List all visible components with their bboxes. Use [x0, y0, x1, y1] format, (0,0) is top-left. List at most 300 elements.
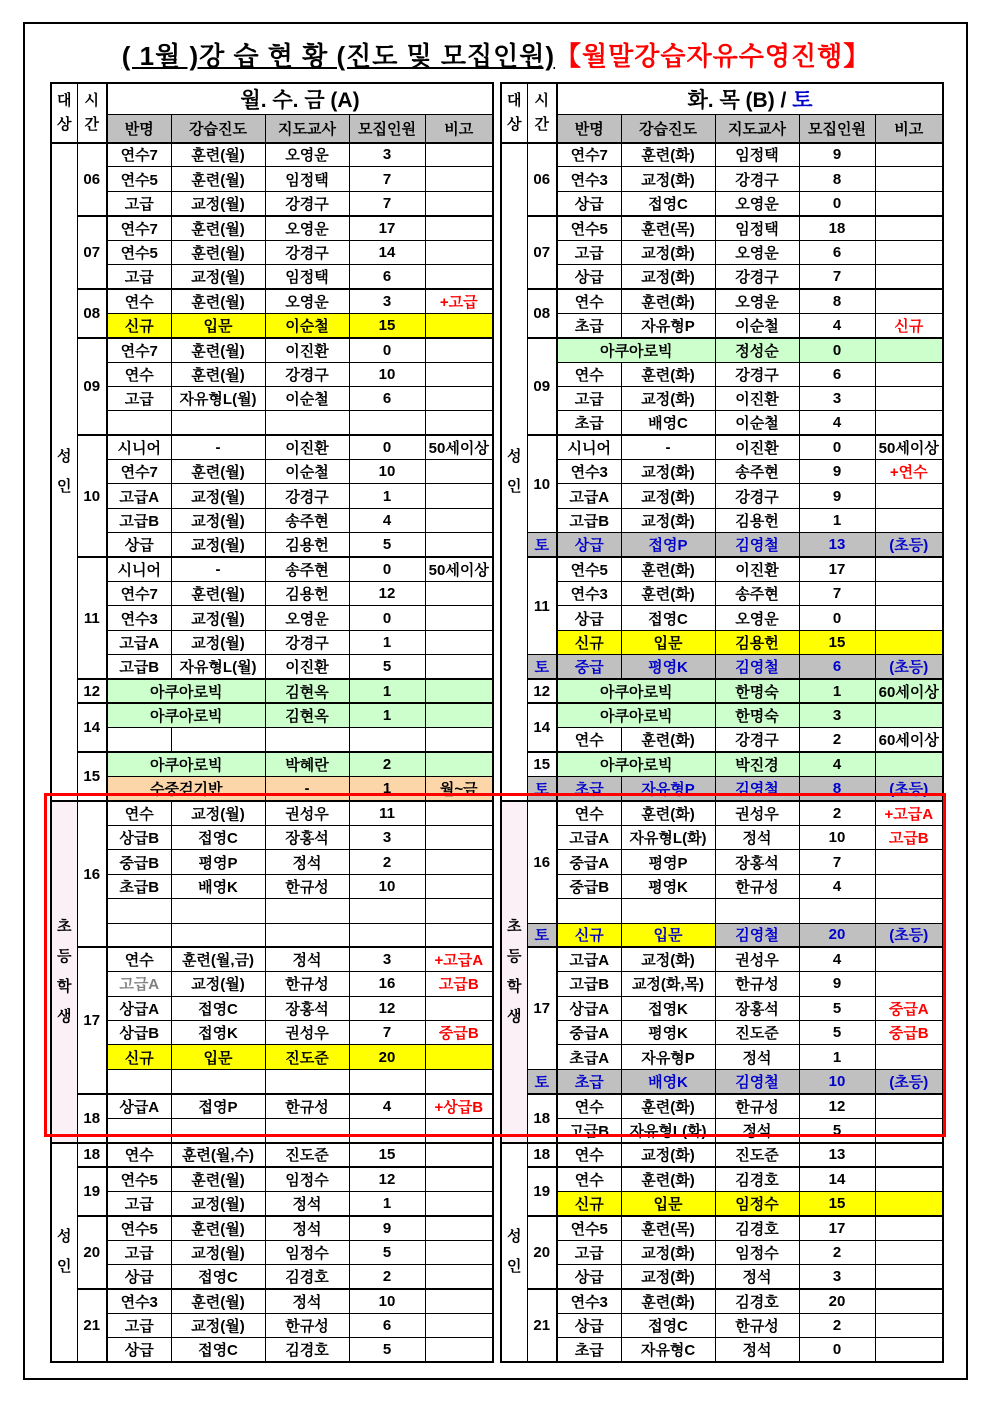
remark-cell [875, 557, 943, 581]
time-cell: 11 [527, 557, 557, 655]
teacher-cell: 김경호 [265, 1338, 349, 1362]
remark-cell: (초등) [875, 533, 943, 557]
teacher-cell: 임정수 [715, 1191, 799, 1215]
progress-cell: 자유형L(월) [171, 655, 265, 679]
remark-cell [875, 630, 943, 654]
time-cell: 19 [77, 1167, 107, 1216]
remark-cell [425, 679, 493, 703]
class-name-cell [107, 1069, 171, 1093]
class-name-cell: 상급 [557, 191, 621, 215]
remark-cell [875, 899, 943, 923]
progress-cell: 교정(월) [171, 630, 265, 654]
recruit-count-cell: 15 [349, 313, 425, 337]
class-name-cell [107, 728, 171, 752]
progress-cell: 교정(월) [171, 533, 265, 557]
remark-cell [875, 240, 943, 264]
recruit-count-cell: 17 [349, 216, 425, 240]
remark-cell [875, 386, 943, 410]
class-name-cell: 고급B [107, 508, 171, 532]
teacher-cell [265, 923, 349, 947]
recruit-count-cell: 6 [799, 240, 875, 264]
recruit-count-cell: 7 [799, 264, 875, 288]
page-title [0, 36, 992, 73]
progress-cell [171, 411, 265, 435]
target-column-header: 대 상 [51, 83, 77, 143]
recruit-count-cell: 10 [799, 1069, 875, 1093]
remark-cell [425, 386, 493, 410]
recruit-count-cell: 15 [349, 1143, 425, 1167]
time-cell: 06 [77, 143, 107, 216]
recruit-count-cell: 6 [349, 264, 425, 288]
remark-cell [425, 1143, 493, 1167]
remark-cell: +고급A [875, 801, 943, 825]
schedule-row [51, 1118, 493, 1142]
schedule-row [501, 1021, 943, 1045]
remark-cell [875, 1143, 943, 1167]
class-name-cell: 연수3 [557, 1289, 621, 1313]
teacher-cell [715, 899, 799, 923]
schedule-row [501, 460, 943, 484]
time-cell: 21 [77, 1289, 107, 1362]
teacher-cell: 김용헌 [715, 508, 799, 532]
remark-cell [425, 313, 493, 337]
recruit-count-cell: 0 [799, 338, 875, 362]
progress-cell: 접영C [621, 191, 715, 215]
class-name-cell: 중급 [557, 655, 621, 679]
schedule-row [51, 1313, 493, 1337]
teacher-cell: 김경호 [715, 1167, 799, 1191]
class-name-cell: 고급B [557, 972, 621, 996]
class-name-cell: 상급B [107, 1021, 171, 1045]
remark-cell [875, 338, 943, 362]
recruit-count-cell: 1 [799, 679, 875, 703]
schedule-row [501, 1313, 943, 1337]
recruit-count-cell: 12 [349, 996, 425, 1020]
teacher-cell: 장홍석 [715, 996, 799, 1020]
class-name-cell: 중급A [557, 850, 621, 874]
class-name-cell: 연수5 [107, 240, 171, 264]
schedule-row [51, 533, 493, 557]
remark-cell [875, 362, 943, 386]
teacher-cell: 권성우 [715, 947, 799, 971]
remark-cell [425, 1118, 493, 1142]
remark-cell [425, 1289, 493, 1313]
class-name-cell: 연수 [107, 947, 171, 971]
remark-cell [875, 191, 943, 215]
teacher-cell: 오영운 [265, 606, 349, 630]
progress-cell: 접영C [171, 1338, 265, 1362]
teacher-cell [265, 899, 349, 923]
remark-cell: 신규 [875, 313, 943, 337]
recruit-count-cell: 17 [799, 557, 875, 581]
recruit-count-cell: 16 [349, 972, 425, 996]
remark-cell [875, 1167, 943, 1191]
progress-cell: 훈련(화) [621, 728, 715, 752]
recruit-count-cell: 2 [349, 850, 425, 874]
schedule-row [501, 240, 943, 264]
teacher-cell: 이순철 [715, 313, 799, 337]
teacher-cell: 이순철 [265, 460, 349, 484]
teacher-cell: 김용헌 [265, 582, 349, 606]
time-cell: 06 [527, 143, 557, 216]
class-name-cell: 신규 [557, 630, 621, 654]
class-name-cell: 상급 [557, 1264, 621, 1288]
recruit-count-cell [349, 1118, 425, 1142]
remark-cell [425, 191, 493, 215]
time-cell: 17 [77, 947, 107, 1093]
teacher-cell: 김영철 [715, 923, 799, 947]
time-cell: 토 [527, 655, 557, 679]
progress-cell: 훈련(월) [171, 167, 265, 191]
remark-cell [425, 1191, 493, 1215]
class-name-cell: 아쿠아로빅 [107, 703, 265, 727]
class-name-cell: 상급 [557, 1313, 621, 1337]
teacher-cell: 한명숙 [715, 679, 799, 703]
progress-cell: 자유형P [621, 777, 715, 801]
teacher-cell: 정석 [715, 1118, 799, 1142]
teacher-cell: 한규성 [715, 1094, 799, 1118]
teacher-cell: 김영철 [715, 655, 799, 679]
schedule-row [51, 1021, 493, 1045]
schedule-row [501, 825, 943, 849]
recruit-count-cell: 15 [799, 1191, 875, 1215]
teacher-cell: 정성순 [715, 338, 799, 362]
recruit-count-cell: 5 [349, 655, 425, 679]
progress-cell: 접영K [171, 1021, 265, 1045]
teacher-cell: 강경구 [715, 167, 799, 191]
recruit-count-cell: 9 [799, 143, 875, 167]
schedule-row [501, 1143, 943, 1167]
column-header: 지도교사 [715, 115, 799, 143]
recruit-count-cell [349, 411, 425, 435]
class-name-cell [107, 899, 171, 923]
class-name-cell: 초급B [107, 874, 171, 898]
recruit-count-cell: 6 [799, 362, 875, 386]
time-cell: 09 [77, 338, 107, 436]
class-name-cell: 연수7 [107, 582, 171, 606]
schedule-row [51, 1338, 493, 1362]
teacher-cell: 이순철 [265, 386, 349, 410]
teacher-cell: 정석 [715, 1045, 799, 1069]
recruit-count-cell: 9 [799, 484, 875, 508]
time-column-header: 시 간 [77, 83, 107, 143]
remark-cell [875, 947, 943, 971]
schedule-row [501, 996, 943, 1020]
schedule-row [501, 655, 943, 679]
recruit-count-cell: 4 [799, 752, 875, 776]
time-column-header: 시 간 [527, 83, 557, 143]
teacher-cell [265, 411, 349, 435]
progress-cell: 자유형P [621, 1045, 715, 1069]
recruit-count-cell: 3 [349, 947, 425, 971]
remark-cell [425, 533, 493, 557]
schedule-row [51, 1264, 493, 1288]
class-name-cell: 신규 [107, 1045, 171, 1069]
progress-cell: 교정(화) [621, 484, 715, 508]
remark-cell [875, 1313, 943, 1337]
class-name-cell: 연수5 [107, 167, 171, 191]
column-header: 강습진도 [171, 115, 265, 143]
recruit-count-cell: 1 [349, 1191, 425, 1215]
schedule-row [501, 1045, 943, 1069]
time-cell: 10 [527, 435, 557, 533]
schedule-row [501, 557, 943, 581]
schedule-row [501, 947, 943, 971]
class-name-cell [107, 1118, 171, 1142]
progress-cell: 교정(화) [621, 167, 715, 191]
schedule-row [501, 728, 943, 752]
schedule-row [501, 777, 943, 801]
progress-cell: 훈련(월) [171, 338, 265, 362]
time-cell: 14 [527, 703, 557, 752]
recruit-count-cell: 3 [349, 143, 425, 167]
class-name-cell: 고급 [557, 1240, 621, 1264]
progress-cell: - [171, 557, 265, 581]
class-name-cell: 아쿠아로빅 [557, 338, 715, 362]
remark-cell [425, 411, 493, 435]
schedule-row [51, 143, 493, 167]
schedule-row [501, 338, 943, 362]
recruit-count-cell: 20 [799, 923, 875, 947]
column-header: 모집인원 [799, 115, 875, 143]
recruit-count-cell: 13 [799, 533, 875, 557]
recruit-count-cell: 15 [799, 630, 875, 654]
schedule-row [51, 1069, 493, 1093]
recruit-count-cell [349, 1069, 425, 1093]
progress-cell: 입문 [171, 1045, 265, 1069]
target-group-cell: 성 인 [501, 1143, 527, 1363]
progress-cell: 훈련(화) [621, 1167, 715, 1191]
recruit-count-cell: 2 [799, 1240, 875, 1264]
schedule-row [51, 338, 493, 362]
teacher-cell: 강경구 [265, 630, 349, 654]
teacher-cell: 오영운 [715, 240, 799, 264]
remark-cell [425, 167, 493, 191]
teacher-cell: 강경구 [265, 191, 349, 215]
teacher-cell: 정석 [715, 825, 799, 849]
remark-cell: 50세이상 [425, 557, 493, 581]
recruit-count-cell: 4 [799, 947, 875, 971]
recruit-count-cell: 7 [799, 582, 875, 606]
schedule-row [501, 1338, 943, 1362]
remark-cell [875, 850, 943, 874]
teacher-cell: 이진환 [715, 386, 799, 410]
schedule-row [51, 1289, 493, 1313]
recruit-count-cell: 10 [799, 825, 875, 849]
time-cell: 20 [527, 1216, 557, 1289]
remark-cell [425, 703, 493, 727]
teacher-cell: 권성우 [265, 801, 349, 825]
column-header: 반명 [557, 115, 621, 143]
class-name-cell: 상급 [107, 1338, 171, 1362]
schedule-row [51, 167, 493, 191]
schedule-row [51, 850, 493, 874]
progress-cell: 훈련(월) [171, 1167, 265, 1191]
schedule-row [51, 1094, 493, 1118]
remark-cell: 고급B [425, 972, 493, 996]
class-name-cell: 고급 [107, 1191, 171, 1215]
class-name-cell: 아쿠아로빅 [557, 752, 715, 776]
teacher-cell: 김용헌 [715, 630, 799, 654]
schedule-row [501, 386, 943, 410]
teacher-cell: 김경호 [265, 1264, 349, 1288]
column-header: 비고 [875, 115, 943, 143]
teacher-cell [265, 1069, 349, 1093]
time-cell: 07 [77, 216, 107, 289]
day-group-header [557, 83, 943, 115]
teacher-cell: 정석 [265, 1216, 349, 1240]
teacher-cell: - [265, 777, 349, 801]
recruit-count-cell: 1 [349, 630, 425, 654]
class-name-cell: 연수3 [557, 460, 621, 484]
remark-cell: 50세이상 [425, 435, 493, 459]
remark-cell [425, 1069, 493, 1093]
teacher-cell: 오영운 [265, 216, 349, 240]
remark-cell: (초등) [875, 777, 943, 801]
schedule-row [51, 630, 493, 654]
progress-cell: 훈련(화) [621, 801, 715, 825]
class-name-cell: 고급 [107, 191, 171, 215]
schedule-row [501, 606, 943, 630]
class-name-cell: 고급 [107, 386, 171, 410]
saturday-label: 토 [792, 89, 813, 112]
class-name-cell: 초급 [557, 313, 621, 337]
teacher-cell: 김경호 [715, 1216, 799, 1240]
recruit-count-cell: 10 [349, 1289, 425, 1313]
day-group-header [107, 83, 493, 115]
teacher-cell: 강경구 [715, 264, 799, 288]
schedule-row [501, 1094, 943, 1118]
recruit-count-cell: 1 [349, 679, 425, 703]
schedule-row [501, 752, 943, 776]
target-group-cell: 성 인 [51, 143, 77, 802]
progress-cell: 배영K [621, 1069, 715, 1093]
recruit-count-cell: 4 [349, 1094, 425, 1118]
teacher-cell: 진도준 [265, 1045, 349, 1069]
progress-cell: 훈련(화) [621, 1289, 715, 1313]
target-group-cell: 초 등 학 생 [501, 801, 527, 1142]
teacher-cell: 장홍석 [265, 996, 349, 1020]
time-cell: 토 [527, 923, 557, 947]
column-header: 반명 [107, 115, 171, 143]
teacher-cell: 이진환 [715, 557, 799, 581]
class-name-cell: 연수7 [107, 460, 171, 484]
schedule-row [501, 850, 943, 874]
class-name-cell: 고급A [557, 484, 621, 508]
class-name-cell: 연수 [557, 1143, 621, 1167]
progress-cell: 훈련(화) [621, 362, 715, 386]
remark-cell [425, 850, 493, 874]
progress-cell: 자유형C [621, 1338, 715, 1362]
teacher-cell: 장홍석 [715, 850, 799, 874]
recruit-count-cell: 6 [349, 1313, 425, 1337]
remark-cell: (초등) [875, 1069, 943, 1093]
schedule-row [51, 435, 493, 459]
progress-cell: 배영C [621, 411, 715, 435]
class-name-cell: 연수 [557, 801, 621, 825]
schedule-row [51, 899, 493, 923]
teacher-cell: 김영철 [715, 533, 799, 557]
recruit-count-cell [349, 728, 425, 752]
remark-cell [425, 1240, 493, 1264]
schedule-row [51, 972, 493, 996]
teacher-cell: 오영운 [265, 289, 349, 313]
progress-cell: 훈련(월,수) [171, 1143, 265, 1167]
progress-cell: 접영C [171, 1264, 265, 1288]
teacher-cell: 강경구 [715, 362, 799, 386]
schedule-row [51, 362, 493, 386]
progress-cell [171, 728, 265, 752]
schedule-row [501, 1264, 943, 1288]
teacher-cell: 권성우 [265, 1021, 349, 1045]
schedule-row [501, 582, 943, 606]
recruit-count-cell [349, 899, 425, 923]
class-name-cell: 상급 [107, 533, 171, 557]
teacher-cell: 박혜란 [265, 752, 349, 776]
schedule-row [51, 264, 493, 288]
class-name-cell: 상급A [557, 996, 621, 1020]
recruit-count-cell: 17 [799, 1216, 875, 1240]
column-header: 강습진도 [621, 115, 715, 143]
class-name-cell [557, 899, 621, 923]
recruit-count-cell: 11 [349, 801, 425, 825]
recruit-count-cell: 5 [349, 1338, 425, 1362]
class-name-cell: 신규 [557, 1191, 621, 1215]
time-cell: 15 [77, 752, 107, 801]
time-cell: 14 [77, 703, 107, 752]
progress-cell: 훈련(화) [621, 582, 715, 606]
remark-cell [425, 362, 493, 386]
schedule-table-mon-wed-fri [50, 82, 494, 1363]
remark-cell [425, 338, 493, 362]
recruit-count-cell: 6 [349, 386, 425, 410]
teacher-cell: 임정수 [265, 1240, 349, 1264]
progress-cell: 훈련(화) [621, 143, 715, 167]
progress-cell [171, 899, 265, 923]
schedule-row [501, 435, 943, 459]
recruit-count-cell: 0 [349, 606, 425, 630]
schedule-row [501, 1069, 943, 1093]
class-name-cell: 연수5 [557, 1216, 621, 1240]
progress-cell: 교정(화,목) [621, 972, 715, 996]
time-cell: 15 [527, 752, 557, 776]
teacher-cell: 이순철 [265, 313, 349, 337]
remark-cell [425, 752, 493, 776]
teacher-cell [265, 728, 349, 752]
remark-cell [875, 1191, 943, 1215]
teacher-cell: 임정택 [715, 143, 799, 167]
recruit-count-cell: 7 [349, 167, 425, 191]
class-name-cell: 수중걷기반 [107, 777, 265, 801]
schedule-row [51, 1216, 493, 1240]
class-name-cell: 중급A [557, 1021, 621, 1045]
remark-cell [425, 630, 493, 654]
teacher-cell: 오영운 [715, 289, 799, 313]
schedule-row [501, 1167, 943, 1191]
recruit-count-cell: 1 [799, 508, 875, 532]
remark-cell [425, 923, 493, 947]
class-name-cell: 고급A [107, 630, 171, 654]
remark-cell [875, 508, 943, 532]
recruit-count-cell: 3 [349, 289, 425, 313]
remark-cell [875, 289, 943, 313]
page-title-highlight: 【월말강습자유수영진행】 [555, 41, 871, 71]
schedule-row [501, 216, 943, 240]
class-name-cell: 고급 [107, 1313, 171, 1337]
progress-cell: 접영C [171, 825, 265, 849]
remark-cell [425, 508, 493, 532]
remark-cell: 고급B [875, 825, 943, 849]
